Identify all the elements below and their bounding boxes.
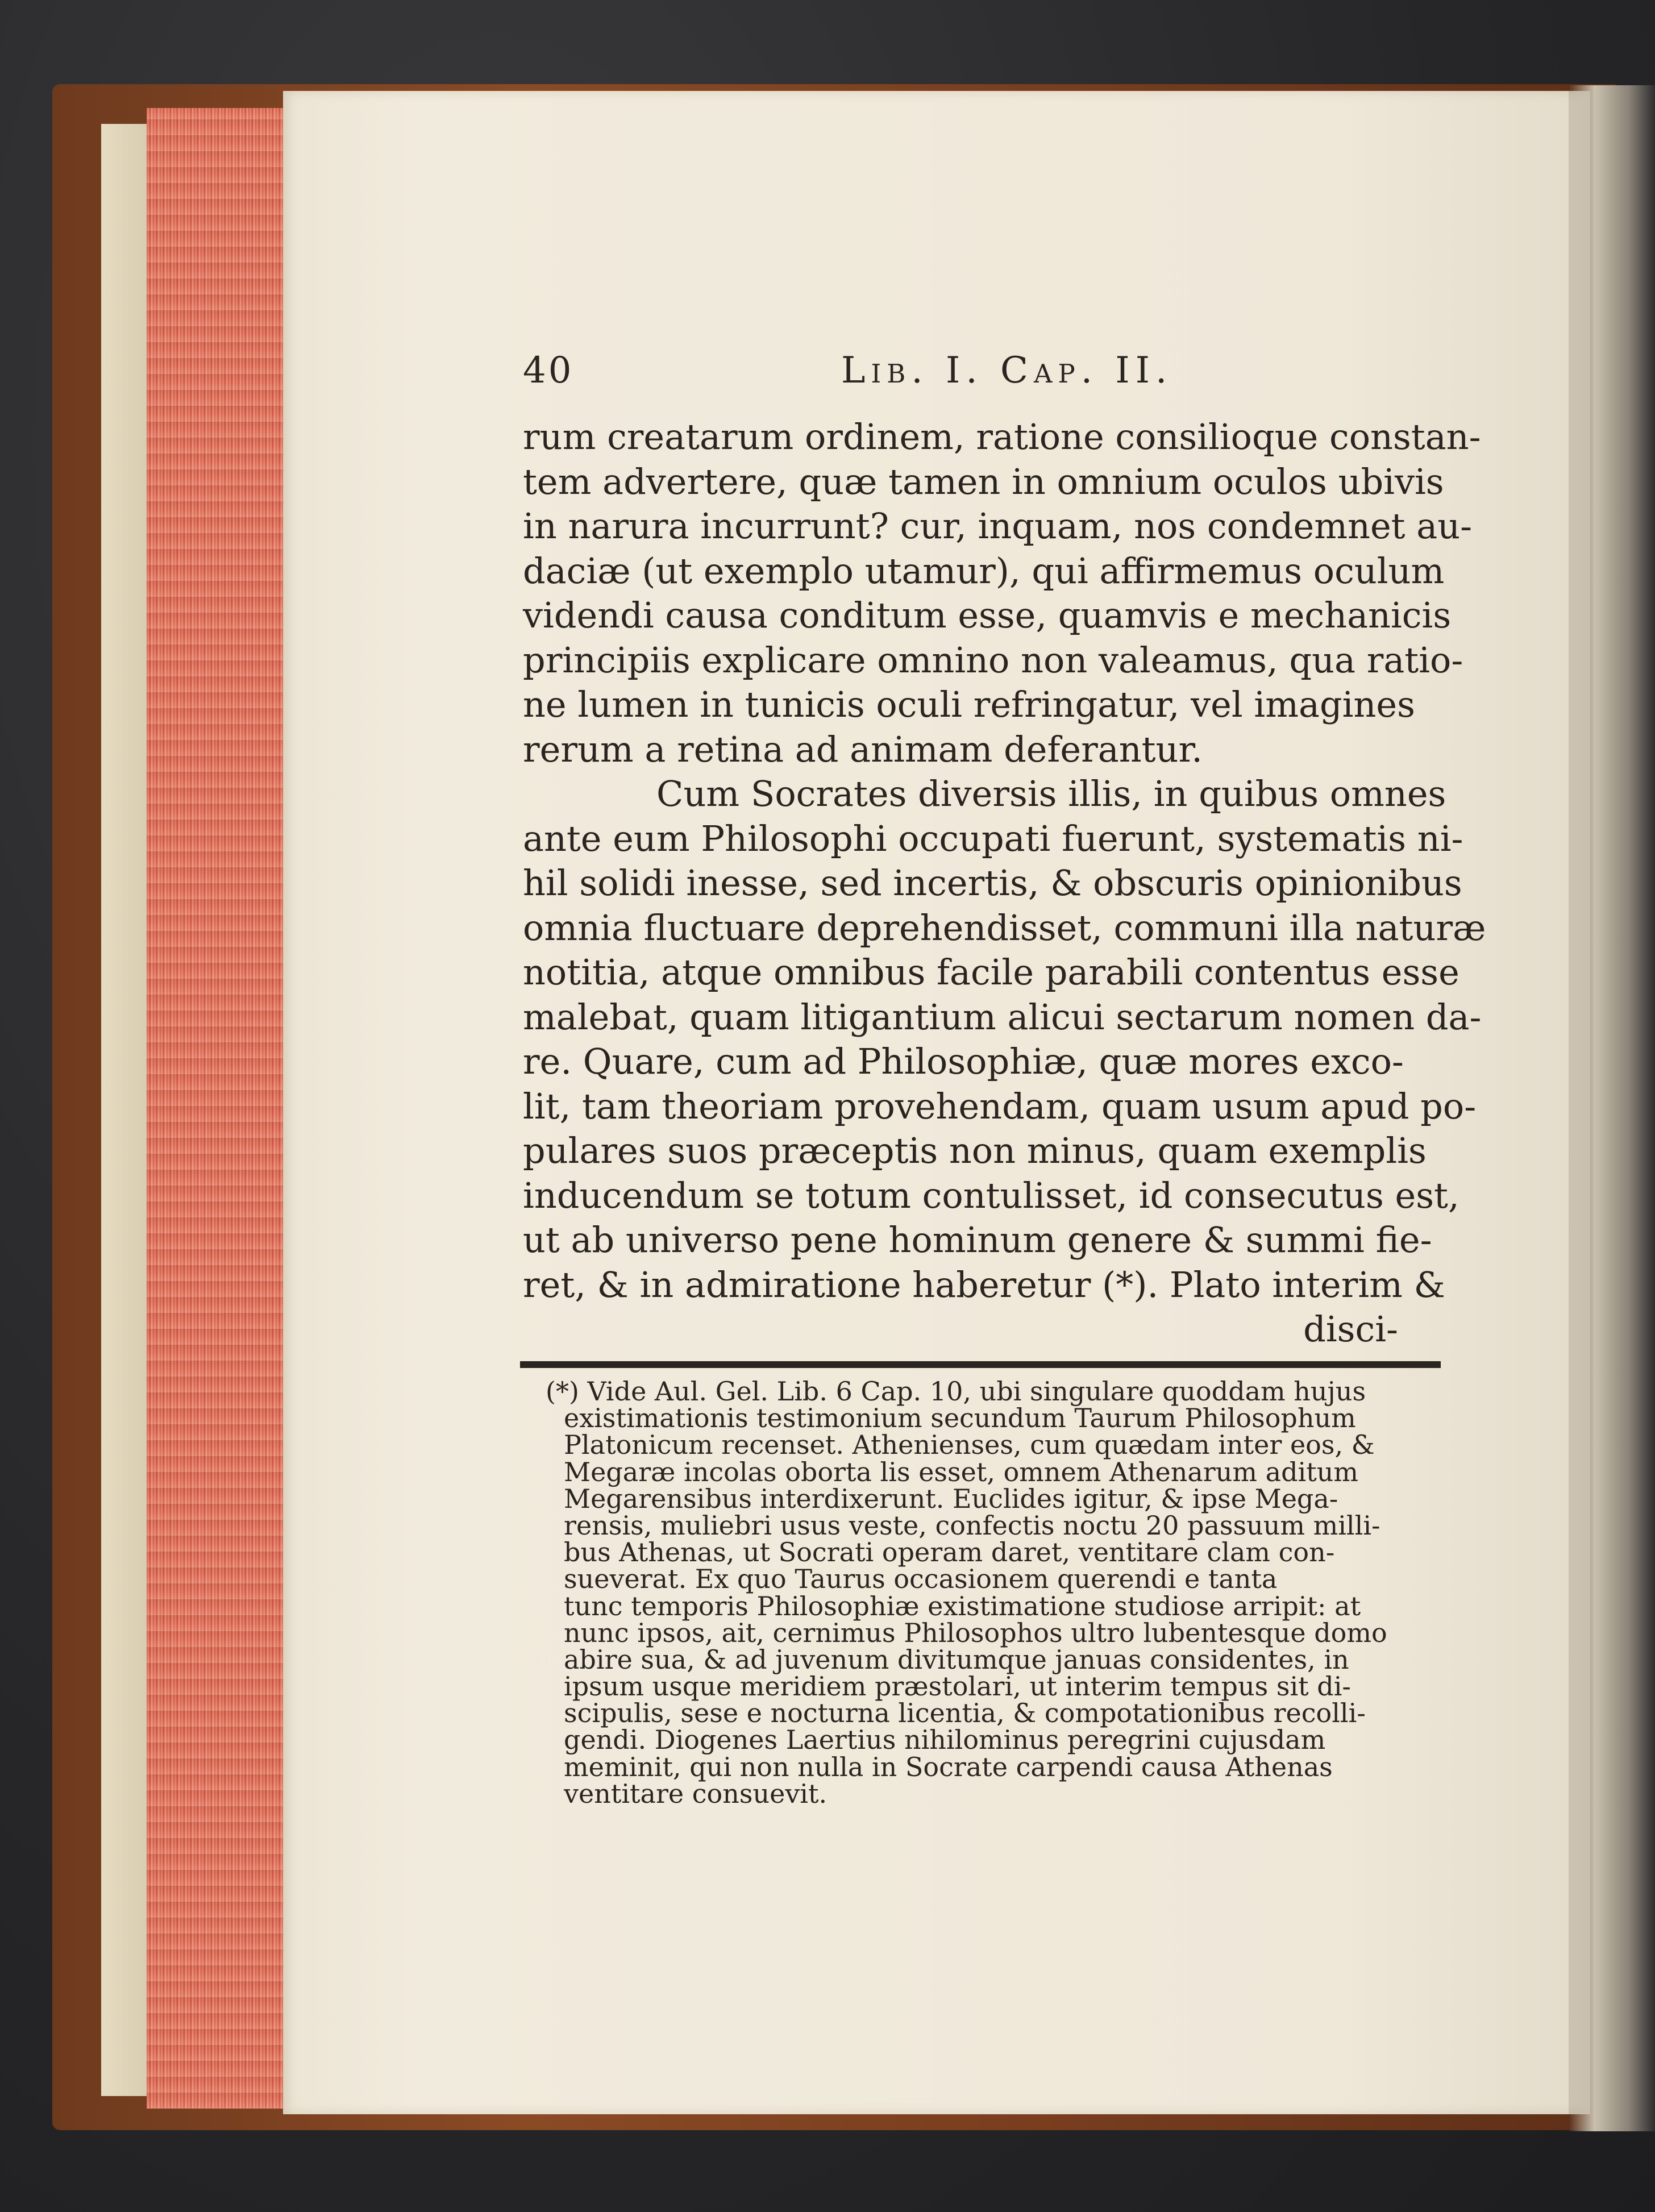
footnote-line: ipsum usque meridiem præstolari, ut interim tempus sit di- bbox=[564, 1671, 1351, 1702]
footnote-line: Megaræ incolas oborta lis esset, omnem Athenarum aditum bbox=[564, 1456, 1358, 1487]
body-text bbox=[523, 415, 1486, 1352]
footnote-line: sueverat. Ex quo Taurus occasionem querendi e tanta bbox=[564, 1564, 1278, 1595]
body-line: ut ab universo pene hominum genere & summi fie- bbox=[523, 1219, 1432, 1261]
footnote bbox=[546, 1378, 1444, 1807]
body-line: tem advertere, quæ tamen in omnium oculos ubivis bbox=[523, 460, 1444, 502]
body-line: malebat, quam litigantium alicui sectarum nomen da- bbox=[523, 996, 1482, 1038]
footnote-rule bbox=[520, 1361, 1441, 1368]
catchword: disci- bbox=[1303, 1308, 1398, 1350]
body-line: ret, & in admiratione haberetur (*). Plato interim & bbox=[523, 1263, 1445, 1305]
body-line: inducendum se totum contulisset, id consecutus est, bbox=[523, 1174, 1459, 1216]
body-line: ne lumen in tunicis oculi refringatur, vel imagines bbox=[523, 684, 1415, 725]
page-header bbox=[523, 350, 1228, 401]
body-line: omnia fluctuare deprehendisset, communi illa naturæ bbox=[523, 907, 1486, 949]
body-line: in narura incurrunt? cur, inquam, nos condemnet au- bbox=[523, 505, 1473, 547]
body-line: Cum Socrates diversis illis, in quibus omnes bbox=[656, 773, 1446, 814]
footnote-line: existimationis testimonium secundum Taurum Philosophum bbox=[564, 1403, 1356, 1434]
footnote-line: abire sua, & ad juvenum divitumque januas considentes, in bbox=[564, 1644, 1349, 1675]
body-line: re. Quare, cum ad Philosophiæ, quæ mores exco- bbox=[523, 1041, 1404, 1082]
footnote-line: (*) Vide Aul. Gel. Lib. 6 Cap. 10, ubi singulare quoddam hujus bbox=[546, 1376, 1366, 1407]
footnote-line: Platonicum recenset. Athenienses, cum quædam inter eos, & bbox=[564, 1429, 1375, 1461]
flyleaf-edge bbox=[101, 124, 147, 2096]
footnote-line: scipulis, sese e nocturna licentia, & compotationibus recolli- bbox=[564, 1698, 1366, 1729]
footnote-line: bus Athenas, ut Socrati operam daret, ventitare clam con- bbox=[564, 1537, 1335, 1568]
running-head: Lib. I. Cap. II. bbox=[841, 350, 1173, 392]
body-line: hil solidi inesse, sed incertis, & obscuris opinionibus bbox=[523, 862, 1462, 904]
footnote-line: meminit, qui non nulla in Socrate carpendi causa Athenas bbox=[564, 1751, 1333, 1782]
footnote-line: gendi. Diogenes Laertius nihilominus peregrini cujusdam bbox=[564, 1724, 1326, 1756]
body-line: principiis explicare omnino non valeamus, qua ratio- bbox=[523, 639, 1463, 681]
body-line: notitia, atque omnibus facile parabili contentus esse bbox=[523, 951, 1459, 993]
gutter-shadow bbox=[1569, 85, 1655, 2131]
body-line: pulares suos præceptis non minus, quam exemplis bbox=[523, 1130, 1427, 1171]
footnote-line: ventitare consuevit. bbox=[564, 1778, 828, 1809]
body-line: daciæ (ut exemplo utamur), qui affirmemus oculum bbox=[523, 550, 1445, 592]
page-number: 40 bbox=[523, 350, 574, 392]
footnote-line: rensis, muliebri usus veste, confectis noctu 20 passuum milli- bbox=[564, 1510, 1380, 1541]
footnote-line: Megarensibus interdixerunt. Euclides igitur, & ipse Mega- bbox=[564, 1483, 1338, 1514]
body-line: ante eum Philosophi occupati fuerunt, systematis ni- bbox=[523, 817, 1463, 859]
body-line: rum creatarum ordinem, ratione consilioque constan- bbox=[523, 416, 1481, 458]
footnote-line: tunc temporis Philosophiæ existimatione studiose arripit: at bbox=[564, 1590, 1361, 1621]
body-line: lit, tam theoriam provehendam, quam usum apud po- bbox=[523, 1085, 1477, 1127]
footnote-line: nunc ipsos, ait, cernimus Philosophos ultro lubentesque domo bbox=[564, 1617, 1387, 1648]
body-line: rerum a retina ad animam deferantur. bbox=[523, 728, 1203, 770]
body-line: videndi causa conditum esse, quamvis e mechanicis bbox=[523, 594, 1452, 636]
red-page-edges bbox=[147, 108, 283, 2109]
